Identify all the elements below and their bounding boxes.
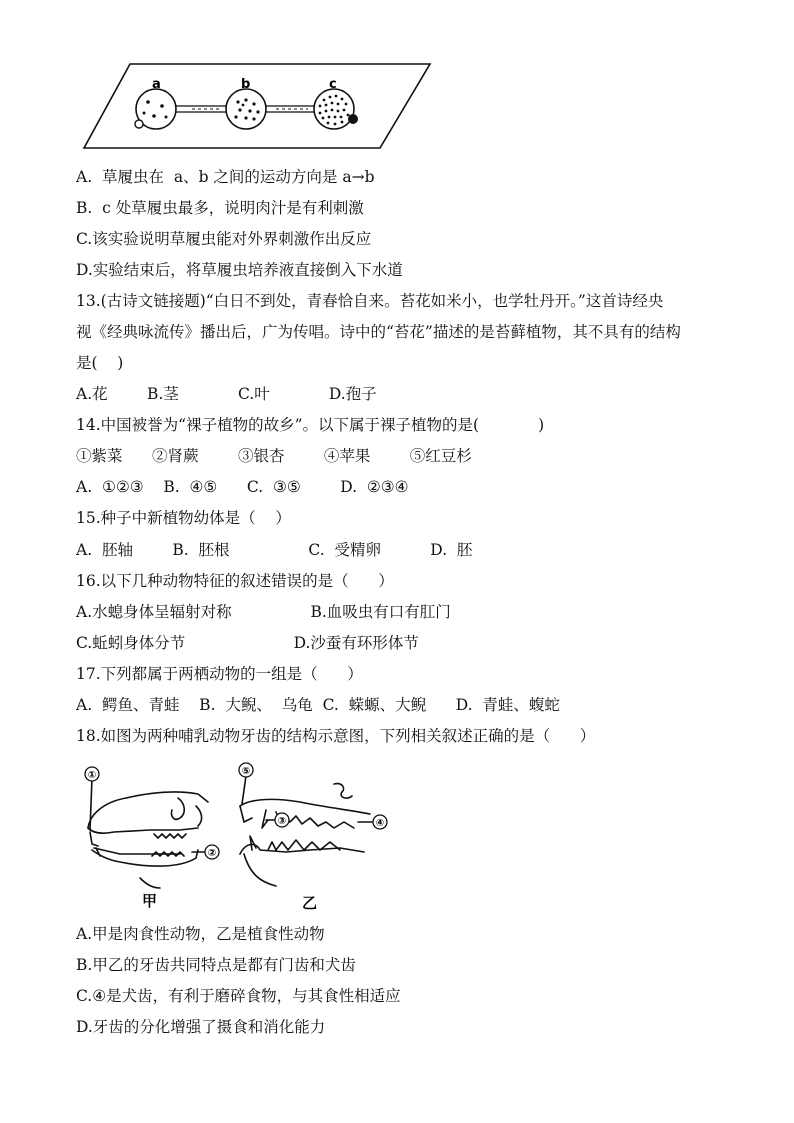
q12-option-a: A. 草履虫在 a、b 之间的运动方向是 a→b	[76, 168, 375, 186]
q14-stem: 14.中国被誉为“裸子植物的故乡”。以下属于裸子植物的是( )	[76, 416, 545, 434]
q16-options-row2: C.蚯蚓身体分节 D.沙蚕有环形体节	[76, 634, 419, 652]
q18-option-b: B.甲乙的牙齿共同特点是都有门齿和犬齿	[76, 956, 356, 974]
label-yi: 乙	[302, 894, 318, 912]
label-b: b	[241, 77, 251, 92]
q13-options: A.花 B.茎 C.叶 D.孢子	[76, 385, 377, 403]
marker-4: ④	[375, 818, 385, 829]
label-c: c	[329, 77, 337, 92]
q13-stem-line2: 视《经典咏流传》播出后，广为传唱。诗中的“苔花”描述的是苔藓植物，其不具有的结构	[76, 323, 681, 341]
q12-option-d: D.实验结束后，将草履虫培养液直接倒入下水道	[76, 261, 403, 279]
q18-option-a: A.甲是肉食性动物，乙是植食性动物	[76, 925, 325, 943]
q15-stem: 15.种子中新植物幼体是（ ）	[76, 509, 291, 527]
q18-option-d: D.牙齿的分化增强了摄食和消化能力	[76, 1018, 326, 1036]
drop-b	[226, 89, 266, 129]
q13-stem-line1: 13.(古诗文链接题)“白日不到处，青春恰自来。苔花如米小，也学牡丹开。”这首诗经央	[76, 292, 664, 310]
q17-stem: 17.下列都属于两栖动物的一组是（ ）	[76, 665, 363, 683]
q18-stem: 18.如图为两种哺乳动物牙齿的结构示意图，下列相关叙述正确的是（ ）	[76, 727, 596, 745]
teeth-structure-figure	[80, 758, 410, 914]
q17-options: A. 鳄鱼、青蛙 B. 大鲵、 乌龟 C. 蝾螈、大鲵 D. 青蛙、蝮蛇	[76, 696, 560, 714]
paramecium-slide-figure	[80, 60, 432, 152]
q16-stem: 16.以下几种动物特征的叙述错误的是（ ）	[76, 572, 394, 590]
q14-items: ①紫菜 ②肾蕨 ③银杏 ④苹果 ⑤红豆杉	[76, 447, 472, 465]
marker-1: ①	[87, 770, 97, 781]
label-jia: 甲	[142, 892, 158, 910]
q18-option-c: C.④是犬齿，有利于磨碎食物，与其食性相适应	[76, 987, 401, 1005]
q12-option-b: B. c 处草履虫最多，说明肉汁是有利刺激	[76, 199, 364, 217]
q16-options-row1: A.水螅身体呈辐射对称 B.血吸虫有口有肛门	[76, 603, 451, 621]
drop-c	[314, 89, 354, 129]
q15-options: A. 胚轴 B. 胚根 C. 受精卵 D. 胚	[76, 541, 473, 559]
marker-5: ⑤	[241, 766, 251, 777]
marker-3: ③	[277, 816, 287, 827]
q14-options: A. ①②③ B. ④⑤ C. ③⑤ D. ②③④	[76, 478, 409, 496]
q12-option-c: C.该实验说明草履虫能对外界刺激作出反应	[76, 230, 372, 248]
marker-2: ②	[207, 848, 217, 859]
q13-stem-line3: 是( )	[76, 354, 124, 372]
label-a: a	[152, 77, 161, 92]
